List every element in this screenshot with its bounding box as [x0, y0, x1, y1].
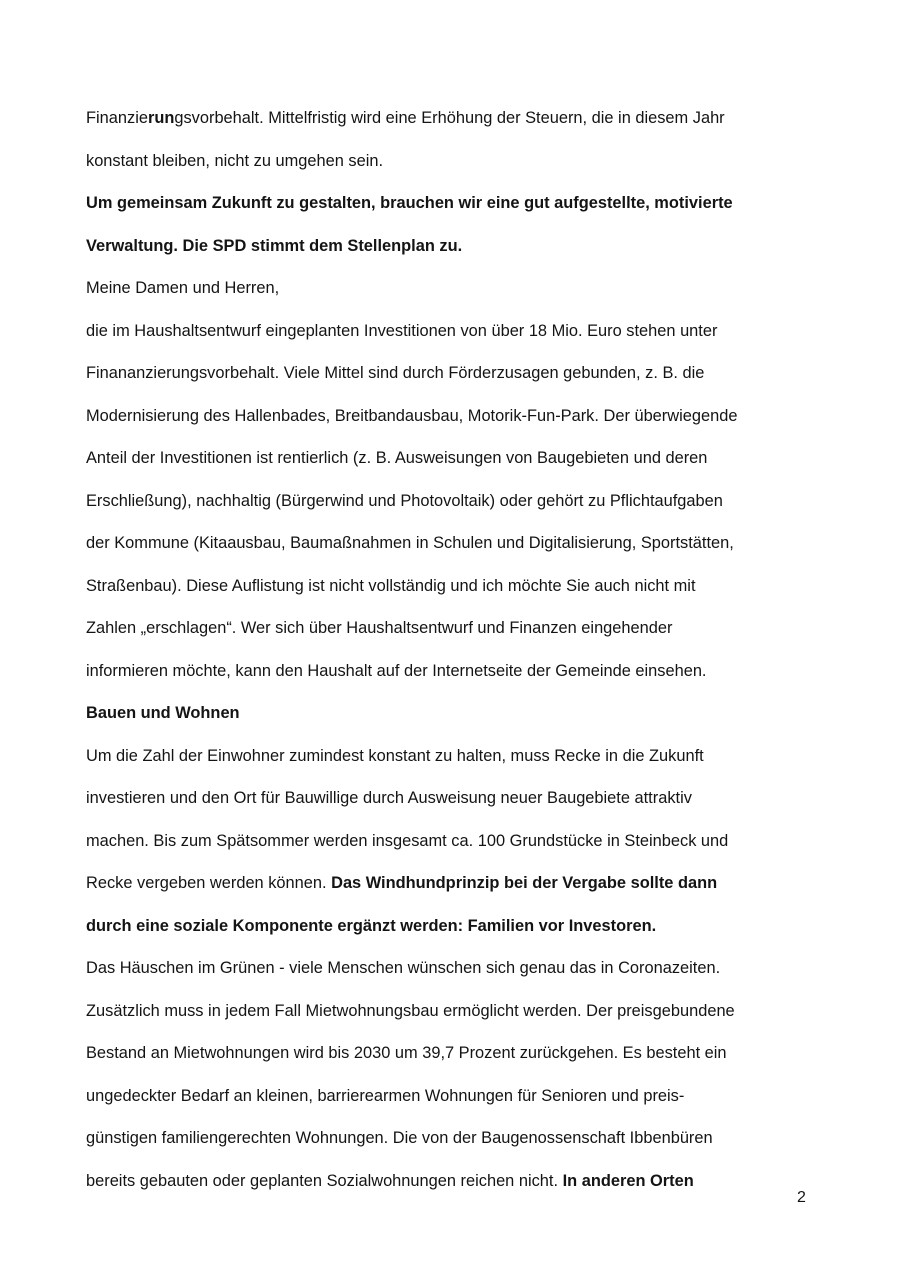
text-segment: Meine Damen und Herren,	[86, 279, 280, 297]
text-line	[86, 1117, 826, 1160]
bold-text-segment: Das Windhundprinzip bei der Vergabe sollte dann	[331, 874, 718, 892]
text-segment: Um die Zahl der Einwohner zumindest konstant zu halten, muss Recke in die Zukunft	[86, 746, 704, 765]
text-line	[86, 1160, 826, 1203]
text-line	[86, 820, 826, 863]
text-line	[86, 437, 826, 480]
text-line	[86, 225, 826, 268]
text-line	[86, 692, 826, 735]
text-line	[86, 352, 826, 395]
text-line	[86, 947, 826, 990]
text-segment: ungedeckter Bedarf an kleinen, barrierearmen Wohnungen für Senioren und preis-	[86, 1086, 685, 1105]
text-segment: Zusätzlich muss in jedem Fall Mietwohnungsbau ermöglicht werden. Der preisgebundene	[86, 1001, 735, 1020]
text-line	[86, 777, 826, 820]
text-segment: investieren und den Ort für Bauwillige durch Ausweisung neuer Baugebiete attraktiv	[86, 789, 692, 807]
text-line	[86, 522, 826, 565]
text-line	[86, 267, 826, 310]
text-line	[86, 395, 826, 438]
bold-text-segment: Bauen und Wohnen	[86, 704, 240, 722]
text-line	[86, 735, 826, 778]
text-line	[86, 97, 826, 140]
text-segment: Anteil der Investitionen ist rentierlich (z. B. Ausweisungen von Baugebieten und deren	[86, 449, 708, 467]
text-segment: konstant bleiben, nicht zu umgehen sein.	[86, 151, 384, 170]
text-segment: Zahlen „erschlagen“. Wer sich über Haushaltsentwurf und Finanzen eingehender	[86, 619, 673, 637]
text-line	[86, 862, 826, 905]
text-line	[86, 310, 826, 353]
text-line	[86, 182, 826, 225]
text-segment: Modernisierung des Hallenbades, Breitbandausbau, Motorik-Fun-Park. Der überwiegende	[86, 406, 738, 425]
text-segment: gsvorbehalt. Mittelfristig wird eine Erhöhung der Steuern, die in diesem Jahr	[174, 109, 725, 127]
text-line	[86, 905, 826, 948]
text-line	[86, 480, 826, 523]
bold-text-segment: run	[147, 109, 175, 127]
text-segment: Bestand an Mietwohnungen wird bis 2030 um 39,7 Prozent zurückgehen. Es besteht ein	[86, 1044, 727, 1062]
text-line	[86, 990, 826, 1033]
text-segment: bereits gebauten oder geplanten Sozialwohnungen reichen nicht.	[86, 1171, 563, 1190]
text-segment: informieren möchte, kann den Haushalt auf der Internetseite der Gemeinde einsehen.	[86, 661, 707, 680]
page-number: 2	[797, 1189, 806, 1206]
text-segment: machen. Bis zum Spätsommer werden insgesamt ca. 100 Grundstücke in Steinbeck und	[86, 831, 729, 850]
text-segment: Erschließung), nachhaltig (Bürgerwind und Photovoltaik) oder gehört zu Pflichtaufgaben	[86, 491, 723, 510]
text-segment: der Kommune (Kitaausbau, Baumaßnahmen in Schulen und Digitalisierung, Sportstätten,	[86, 534, 734, 552]
text-line	[86, 607, 826, 650]
text-line	[86, 565, 826, 608]
bold-text-segment: durch eine soziale Komponente ergänzt werden: Familien vor Investoren.	[86, 916, 657, 935]
text-segment: Recke vergeben werden können.	[86, 874, 332, 892]
bold-text-segment: Verwaltung. Die SPD stimmt dem Stellenplan zu.	[86, 236, 463, 255]
text-segment: Finananzierungsvorbehalt. Viele Mittel sind durch Förderzusagen gebunden, z. B. die	[86, 364, 705, 382]
text-line	[86, 140, 826, 183]
text-segment: die im Haushaltsentwurf eingeplanten Investitionen von über 18 Mio. Euro stehen unter	[86, 321, 718, 340]
text-line	[86, 1075, 826, 1118]
body-text	[86, 97, 826, 1202]
text-line	[86, 650, 826, 693]
text-segment: Das Häuschen im Grünen - viele Menschen wünschen sich genau das in Coronazeiten.	[86, 959, 721, 977]
text-segment: Finanzie	[86, 109, 148, 127]
text-segment: Straßenbau). Diese Auflistung ist nicht vollständig und ich möchte Sie auch nicht mit	[86, 576, 696, 595]
text-segment: günstigen familiengerechten Wohnungen. Die von der Baugenossenschaft Ibbenbüren	[86, 1129, 713, 1147]
text-line	[86, 1032, 826, 1075]
bold-text-segment: Um gemeinsam Zukunft zu gestalten, brauchen wir eine gut aufgestellte, motivierte	[86, 194, 733, 212]
bold-text-segment: In anderen Orten	[562, 1171, 694, 1190]
